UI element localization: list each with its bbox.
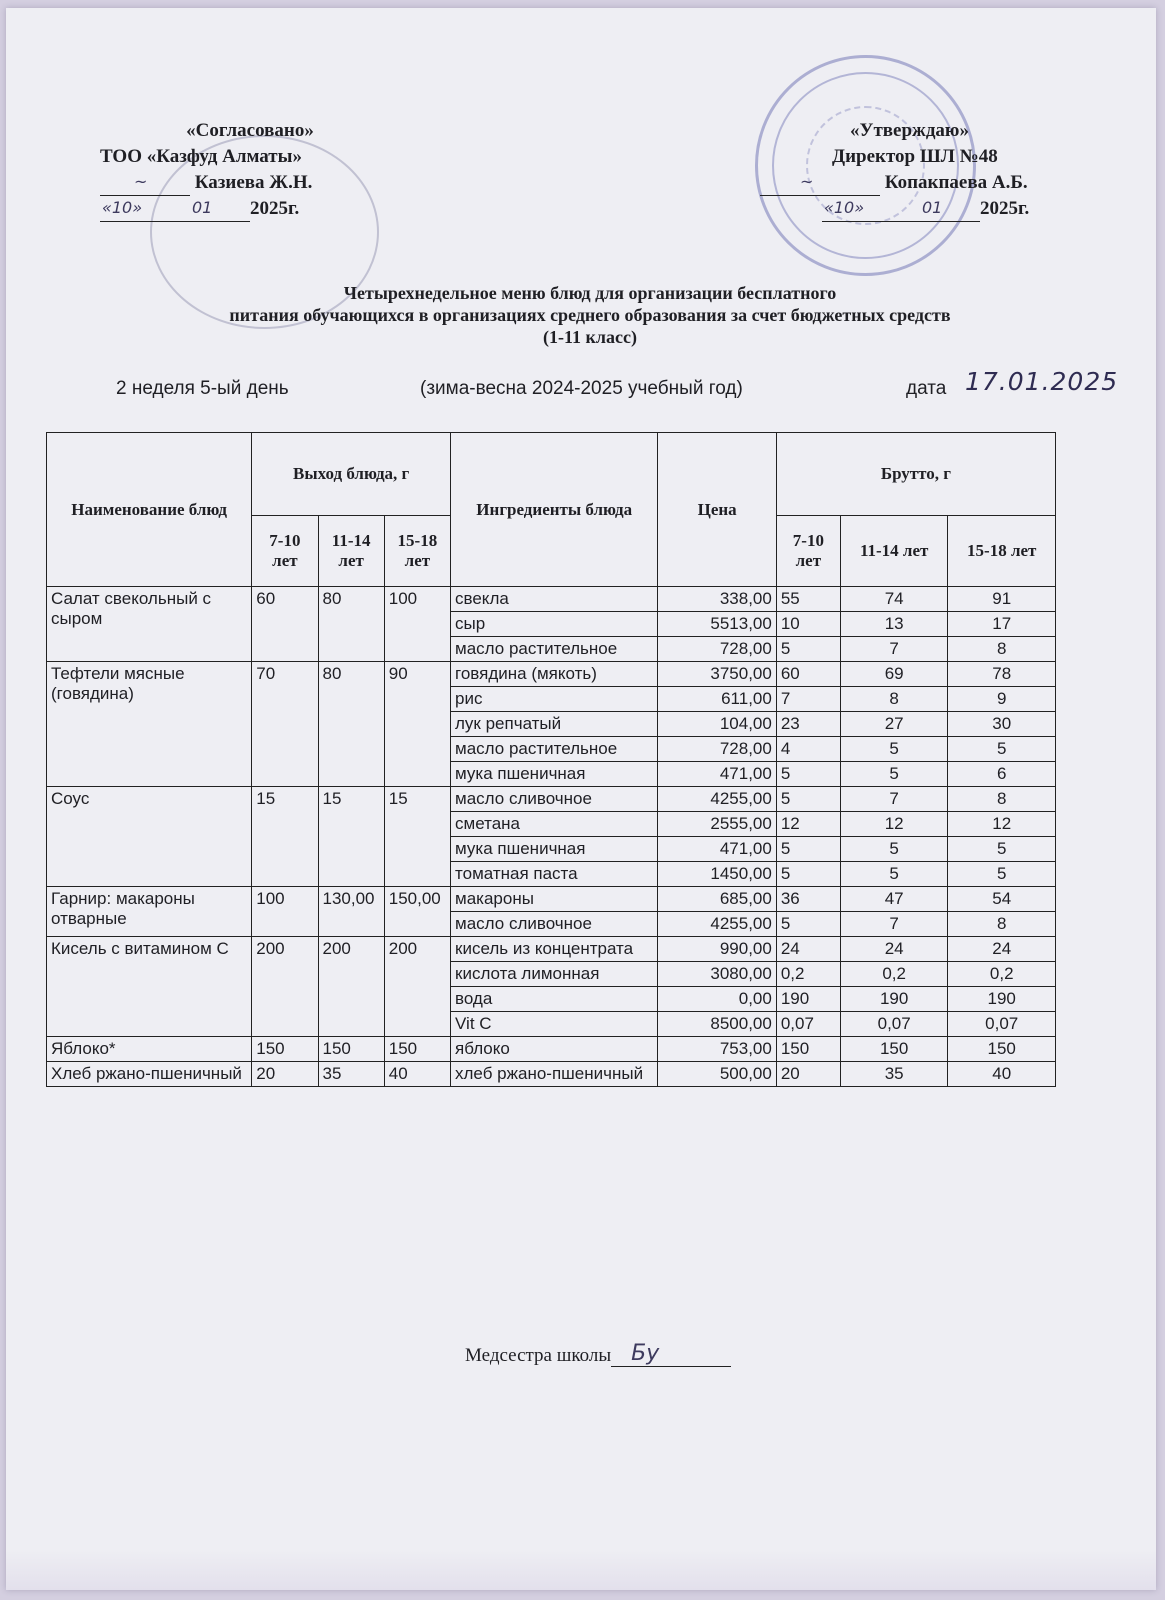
gross-age-11-14: 24 [840,937,948,962]
gross-age-11-14: 74 [840,587,948,612]
menu-table-body [47,587,1056,1087]
gross-age-7-10: 7 [776,687,840,712]
approval-right-signature-row [760,170,1090,196]
output-age-7-10: 60 [252,587,318,662]
gross-age-7-10: 190 [776,987,840,1012]
date-line [822,198,980,222]
gross-age-7-10: 5 [776,637,840,662]
table-row [47,1037,1056,1062]
ingredient-name: Vit C [451,1012,658,1037]
dish-name: Тефтели мясные (говядина) [47,662,252,787]
approval-right-date-row [760,196,1090,222]
gross-age-15-18: 9 [948,687,1056,712]
ingredient-name: кислота лимонная [451,962,658,987]
ingredient-name: кисель из концентрата [451,937,658,962]
season: (зима-весна 2024-2025 учебный год) [420,378,743,399]
gross-age-7-10: 10 [776,612,840,637]
nurse-label: Медсестра школы [465,1345,612,1366]
date-line [100,198,250,222]
gross-age-15-18: 0,07 [948,1012,1056,1037]
gross-age-11-14: 47 [840,887,948,912]
gross-age-7-10: 0,2 [776,962,840,987]
ingredient-name: свекла [451,587,658,612]
output-age-11-14: 80 [318,662,384,787]
output-age-15-18: 200 [384,937,450,1037]
document-title [60,282,1120,348]
approval-right-position: Директор ШЛ №48 [832,146,998,167]
ingredient-name: масло растительное [451,637,658,662]
gross-age-11-14: 13 [840,612,948,637]
approval-right-name: Копакпаева А.Б. [884,172,1028,193]
gross-age-15-18: 78 [948,662,1056,687]
table-row [47,887,1056,912]
gross-age-15-18: 40 [948,1062,1056,1087]
signature-line [760,172,880,196]
gross-age-11-14: 35 [840,1062,948,1087]
header-dish: Наименование блюд [47,433,252,587]
ingredient-price: 3080,00 [658,962,776,987]
header-output-age-7-10: 7-10 лет [252,516,318,587]
ingredient-name: мука пшеничная [451,837,658,862]
handwritten-month: 01 [922,198,943,217]
dish-name: Соус [47,787,252,887]
ingredient-price: 4255,00 [658,787,776,812]
ingredient-price: 471,00 [658,762,776,787]
ingredient-price: 753,00 [658,1037,776,1062]
ingredient-name: говядина (мякоть) [451,662,658,687]
output-age-15-18: 15 [384,787,450,887]
gross-age-11-14: 5 [840,862,948,887]
gross-age-7-10: 60 [776,662,840,687]
output-age-15-18: 90 [384,662,450,787]
handwritten-month: 01 [192,198,213,217]
ingredient-price: 685,00 [658,887,776,912]
output-age-7-10: 150 [252,1037,318,1062]
gross-age-11-14: 8 [840,687,948,712]
ingredient-price: 500,00 [658,1062,776,1087]
header-price: Цена [658,433,776,587]
gross-age-7-10: 23 [776,712,840,737]
gross-age-15-18: 150 [948,1037,1056,1062]
gross-age-11-14: 7 [840,637,948,662]
gross-age-15-18: 91 [948,587,1056,612]
output-age-11-14: 130,00 [318,887,384,937]
header-gross-age-15-18: 15-18 лет [948,516,1056,587]
gross-age-11-14: 5 [840,737,948,762]
table-row [47,1062,1056,1087]
gross-age-7-10: 12 [776,812,840,837]
gross-age-7-10: 5 [776,762,840,787]
approval-right-block [760,118,1090,222]
gross-age-7-10: 5 [776,862,840,887]
header-output-age-15-18: 15-18 лет [384,516,450,587]
approval-left-signature-row [100,170,400,196]
output-age-11-14: 200 [318,937,384,1037]
gross-age-7-10: 4 [776,737,840,762]
gross-age-7-10: 5 [776,837,840,862]
handwritten-day: «10» [824,198,865,217]
table-row [47,587,1056,612]
output-age-7-10: 200 [252,937,318,1037]
approval-left-year: 2025г. [250,198,300,219]
approval-left-title: «Согласовано» [186,120,314,141]
header-ingredients: Ингредиенты блюда [451,433,658,587]
output-age-11-14: 80 [318,587,384,662]
gross-age-15-18: 17 [948,612,1056,637]
gross-age-7-10: 55 [776,587,840,612]
gross-age-7-10: 5 [776,787,840,812]
output-age-15-18: 40 [384,1062,450,1087]
gross-age-15-18: 8 [948,787,1056,812]
gross-age-7-10: 5 [776,912,840,937]
ingredient-name: мука пшеничная [451,762,658,787]
dish-name: Кисель с витамином С [47,937,252,1037]
title-line-1: Четырехнедельное меню блюд для организации бесплатного [343,283,837,303]
ingredient-price: 990,00 [658,937,776,962]
signature-mark: ~ [134,172,148,191]
ingredient-name: лук репчатый [451,712,658,737]
header-gross-age-11-14: 11-14 лет [840,516,948,587]
gross-age-11-14: 190 [840,987,948,1012]
signature-mark: ~ [800,172,814,191]
output-age-7-10: 100 [252,887,318,937]
gross-age-11-14: 7 [840,787,948,812]
header-output-age-11-14: 11-14 лет [318,516,384,587]
ingredient-price: 104,00 [658,712,776,737]
gross-age-15-18: 8 [948,637,1056,662]
gross-age-15-18: 8 [948,912,1056,937]
gross-age-7-10: 0,07 [776,1012,840,1037]
output-age-11-14: 35 [318,1062,384,1087]
gross-age-11-14: 5 [840,762,948,787]
gross-age-15-18: 6 [948,762,1056,787]
output-age-15-18: 150 [384,1037,450,1062]
ingredient-price: 1450,00 [658,862,776,887]
gross-age-7-10: 36 [776,887,840,912]
gross-age-15-18: 190 [948,987,1056,1012]
ingredient-name: томатная паста [451,862,658,887]
ingredient-price: 2555,00 [658,812,776,837]
gross-age-11-14: 5 [840,837,948,862]
table-row [47,787,1056,812]
gross-age-15-18: 54 [948,887,1056,912]
output-age-15-18: 150,00 [384,887,450,937]
ingredient-price: 471,00 [658,837,776,862]
ingredient-name: масло сливочное [451,912,658,937]
approval-right-year: 2025г. [980,198,1030,219]
output-age-7-10: 15 [252,787,318,887]
signature-line [100,172,190,196]
week-day: 2 неделя 5-ый день [116,378,289,399]
gross-age-7-10: 24 [776,937,840,962]
header-gross: Брутто, г [776,433,1055,516]
ingredient-name: яблоко [451,1037,658,1062]
ingredient-name: сыр [451,612,658,637]
ingredient-price: 728,00 [658,637,776,662]
menu-table [46,432,1056,1087]
header-output: Выход блюда, г [252,433,451,516]
approval-left-block [100,118,400,222]
approval-left-date-row [100,196,400,222]
nurse-handwritten-signature: Бу [631,1341,660,1366]
ingredient-price: 5513,00 [658,612,776,637]
gross-age-11-14: 69 [840,662,948,687]
output-age-7-10: 70 [252,662,318,787]
approval-right-title: «Утверждаю» [850,120,969,141]
output-age-11-14: 150 [318,1037,384,1062]
gross-age-15-18: 5 [948,837,1056,862]
gross-age-11-14: 150 [840,1037,948,1062]
output-age-7-10: 20 [252,1062,318,1087]
nurse-signature [465,1341,731,1367]
ingredient-price: 0,00 [658,987,776,1012]
gross-age-15-18: 5 [948,862,1056,887]
ingredient-price: 611,00 [658,687,776,712]
ingredient-price: 338,00 [658,587,776,612]
nurse-signature-line [611,1341,731,1367]
gross-age-7-10: 150 [776,1037,840,1062]
ingredient-name: масло сливочное [451,787,658,812]
ingredient-name: макароны [451,887,658,912]
gross-age-15-18: 5 [948,737,1056,762]
gross-age-15-18: 24 [948,937,1056,962]
approval-left-name: Казиева Ж.Н. [194,172,313,193]
gross-age-15-18: 30 [948,712,1056,737]
ingredient-name: масло растительное [451,737,658,762]
ingredient-name: сметана [451,812,658,837]
ingredient-price: 4255,00 [658,912,776,937]
output-age-11-14: 15 [318,787,384,887]
gross-age-7-10: 20 [776,1062,840,1087]
table-row [47,662,1056,687]
handwritten-day: «10» [102,198,143,217]
gross-age-11-14: 0,07 [840,1012,948,1037]
dish-name: Салат свекольный с сыром [47,587,252,662]
approval-left-org: ТОО «Казфуд Алматы» [100,146,302,167]
gross-age-11-14: 12 [840,812,948,837]
gross-age-15-18: 0,2 [948,962,1056,987]
ingredient-name: рис [451,687,658,712]
ingredient-price: 728,00 [658,737,776,762]
output-age-15-18: 100 [384,587,450,662]
dish-name: Хлеб ржано-пшеничный [47,1062,252,1087]
ingredient-price: 3750,00 [658,662,776,687]
ingredient-name: вода [451,987,658,1012]
gross-age-11-14: 27 [840,712,948,737]
date-label: дата [906,378,947,399]
title-line-2: питания обучающихся в организациях среднего образования за счет бюджетных средств [229,305,951,325]
gross-age-15-18: 12 [948,812,1056,837]
gross-age-11-14: 7 [840,912,948,937]
handwritten-date: 17.01.2025 [965,367,1119,396]
header-gross-age-7-10: 7-10 лет [776,516,840,587]
dish-name: Гарнир: макароны отварные [47,887,252,937]
gross-age-11-14: 0,2 [840,962,948,987]
dish-name: Яблоко* [47,1037,252,1062]
title-line-3: (1-11 класс) [543,327,637,347]
ingredient-name: хлеб ржано-пшеничный [451,1062,658,1087]
ingredient-price: 8500,00 [658,1012,776,1037]
table-row [47,937,1056,962]
